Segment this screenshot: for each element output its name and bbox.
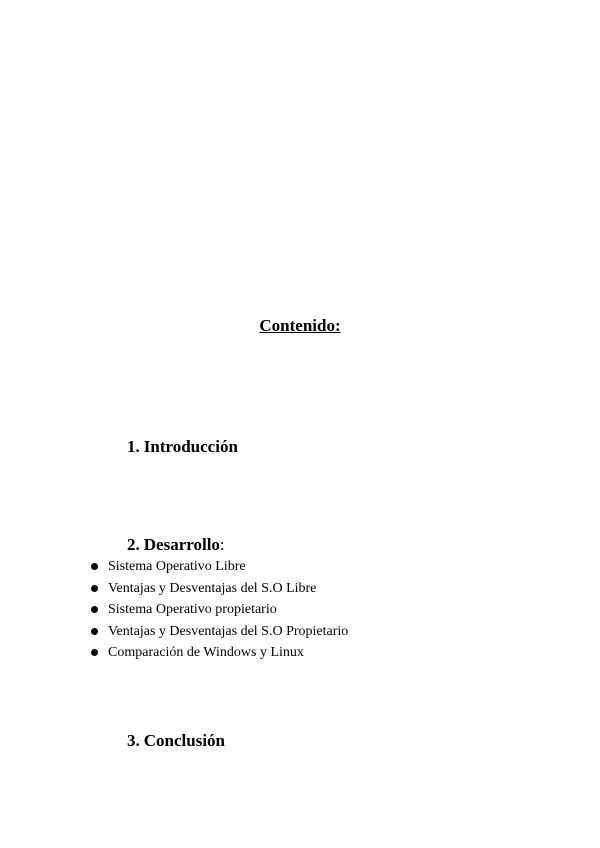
list-item-text: Sistema Operativo Libre bbox=[108, 559, 246, 574]
section-title: Desarrollo bbox=[143, 535, 220, 554]
section-heading-conclusion bbox=[127, 730, 225, 752]
list-item-text: Ventajas y Desventajas del S.O Propietario bbox=[108, 623, 349, 639]
list-item-text: Sistema Operativo propietario bbox=[108, 602, 277, 617]
bullet-icon bbox=[91, 628, 98, 635]
list-item-text: Ventajas y Desventajas del S.O Libre bbox=[108, 580, 317, 596]
section-title-suffix: : bbox=[219, 535, 225, 554]
section-number: 3. bbox=[127, 731, 140, 750]
bullet-icon bbox=[91, 563, 98, 570]
list-item-text: Comparación de Windows y Linux bbox=[108, 645, 304, 660]
section-number: 1. bbox=[127, 437, 140, 456]
section-number: 2. bbox=[127, 535, 140, 554]
bullet-icon bbox=[91, 606, 98, 613]
section-heading-desarrollo bbox=[127, 534, 225, 556]
bullet-icon bbox=[91, 585, 98, 592]
contents-title: Contenido: bbox=[259, 316, 341, 335]
section-title: Introducción bbox=[143, 437, 238, 456]
bullet-icon bbox=[91, 649, 98, 656]
section-heading-introduccion bbox=[127, 436, 238, 458]
section-title: Conclusión bbox=[143, 731, 225, 750]
